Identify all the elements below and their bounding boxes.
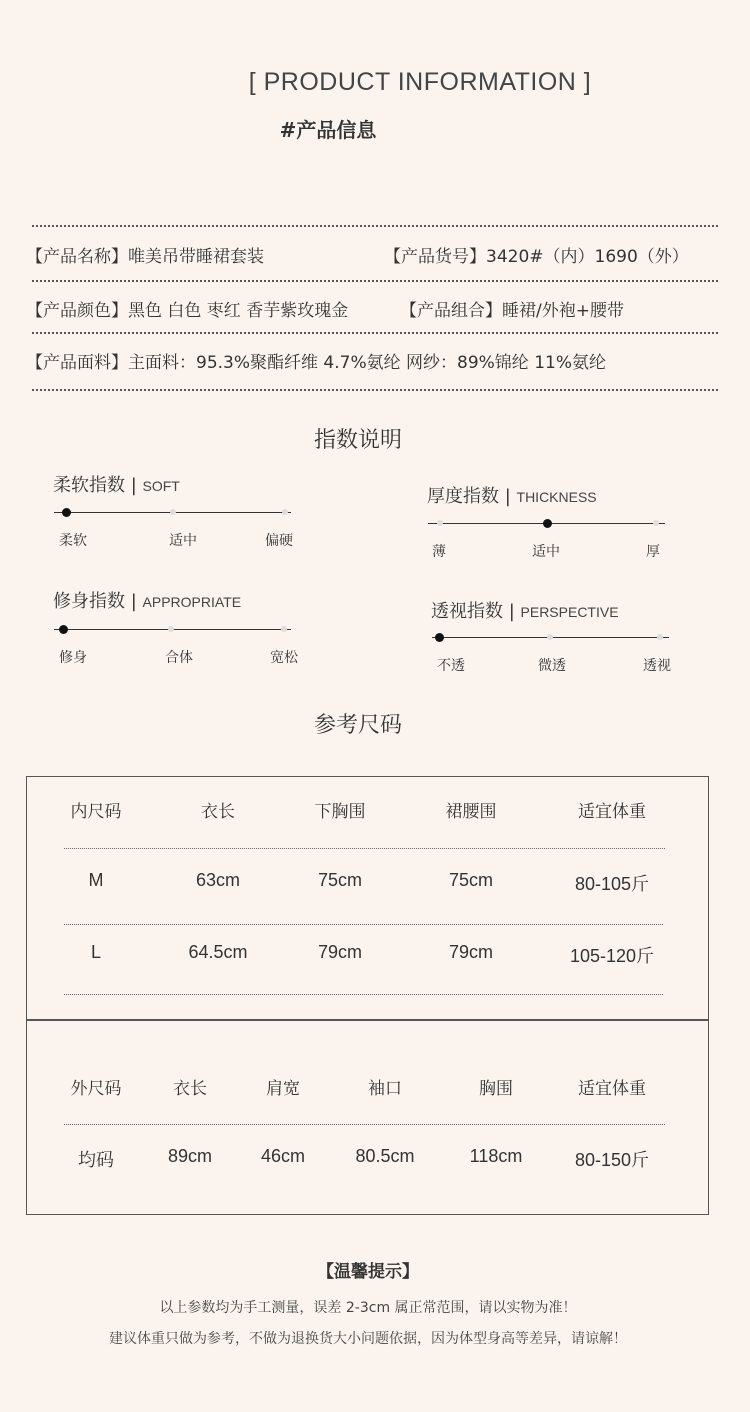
softness-index-cn: 柔软指数	[53, 475, 125, 496]
divider	[32, 225, 718, 227]
softness-index-en: SOFT	[142, 478, 180, 494]
product-color-value: 黑色 白色 枣红 香芋紫玫瑰金	[128, 301, 349, 321]
thickness-marker-1	[437, 520, 443, 526]
product-fabric	[26, 348, 606, 373]
product-fabric-value: 主面料：95.3%聚酯纤维 4.7%氨纶 网纱：89%锦纶 11%氨纶	[128, 353, 606, 373]
softness-index-title: 柔软指数 | SOFT	[53, 475, 180, 496]
table-cell: 80-105斤	[574, 874, 650, 894]
softness-level-2: 适中	[169, 533, 197, 549]
product-code-label: 【产品货号】	[384, 247, 486, 267]
thickness-level-2: 适中	[532, 544, 560, 560]
table-divider	[64, 848, 665, 849]
outer-size-table	[26, 1019, 709, 1215]
fit-level-3: 宽松	[270, 650, 298, 666]
table-cell: 均码	[78, 1150, 114, 1170]
transparency-marker-2	[547, 634, 553, 640]
outer-header-weight: 适宜体重	[578, 1079, 646, 1099]
table-cell: 79cm	[448, 942, 494, 962]
table-divider	[64, 924, 663, 925]
tips-line-2: 建议体重只做为参考，不做为退换货大小问题依据，因为体型身高等差异，请谅解！	[109, 1331, 627, 1347]
thickness-level-3: 厚	[646, 544, 660, 560]
transparency-marker-3	[657, 634, 663, 640]
thickness-marker-3	[653, 520, 659, 526]
product-name-value: 唯美吊带睡裙套装	[128, 247, 264, 267]
inner-header-size: 内尺码	[70, 802, 122, 822]
thickness-level-1: 薄	[432, 544, 446, 560]
tips-title: 【温馨提示】	[317, 1262, 419, 1282]
outer-header-size: 外尺码	[70, 1079, 122, 1099]
product-combo-label: 【产品组合】	[400, 301, 502, 321]
product-combo-value: 睡裙/外袍+腰带	[502, 301, 624, 321]
english-section-title: [ PRODUCT INFORMATION ]	[248, 68, 592, 96]
inner-header-weight: 适宜体重	[578, 802, 646, 822]
table-cell: 75cm	[448, 870, 494, 890]
table-cell: 79cm	[317, 942, 363, 962]
table-cell: M	[88, 870, 104, 890]
outer-header-cuff: 袖口	[368, 1079, 402, 1099]
table-cell: 75cm	[317, 870, 363, 890]
table-cell: 46cm	[260, 1146, 306, 1166]
product-code-value: 3420#（内）1690（外）	[486, 247, 689, 267]
fit-level-2: 合体	[165, 650, 193, 666]
outer-header-shoulder: 肩宽	[266, 1079, 300, 1099]
product-name-label: 【产品名称】	[26, 247, 128, 267]
thickness-marker-2	[543, 519, 552, 528]
divider	[32, 332, 718, 334]
table-cell: 64.5cm	[188, 942, 248, 962]
tips-line-1: 以上参数均为手工测量，误差 2-3cm 属正常范围，请以实物为准！	[159, 1300, 577, 1316]
softness-marker-2	[170, 509, 176, 515]
transparency-level-1: 不透	[437, 658, 465, 674]
product-color	[26, 296, 348, 321]
softness-level-3: 偏硬	[265, 533, 293, 549]
product-color-label: 【产品颜色】	[26, 301, 128, 321]
table-cell: 80-150斤	[574, 1150, 650, 1170]
softness-level-1: 柔软	[59, 533, 87, 549]
inner-header-underbust: 下胸围	[314, 802, 366, 822]
transparency-index-cn: 透视指数	[431, 601, 503, 622]
product-name	[26, 242, 264, 267]
thickness-index-title: 厚度指数 | THICKNESS	[427, 486, 597, 507]
size-section-title: 参考尺码	[313, 713, 402, 738]
table-cell: 80.5cm	[355, 1146, 415, 1166]
product-fabric-label: 【产品面料】	[26, 353, 128, 373]
softness-marker-1	[62, 508, 71, 517]
table-cell: L	[90, 942, 102, 962]
table-cell: 105-120斤	[569, 946, 655, 966]
table-divider	[64, 1124, 665, 1125]
transparency-index-title: 透视指数 | PERSPECTIVE	[431, 601, 619, 622]
product-code	[384, 242, 689, 267]
fit-marker-1	[59, 625, 68, 634]
fit-index-en: APPROPRIATE	[142, 594, 242, 610]
transparency-marker-1	[435, 633, 444, 642]
divider	[32, 389, 718, 391]
thickness-index-en: THICKNESS	[516, 489, 597, 505]
fit-level-1: 修身	[59, 650, 87, 666]
transparency-level-3: 透视	[643, 658, 671, 674]
index-section-title: 指数说明	[313, 428, 402, 453]
table-cell: 89cm	[167, 1146, 213, 1166]
chinese-section-title: #产品信息	[279, 118, 377, 142]
transparency-level-2: 微透	[538, 658, 566, 674]
outer-header-bust: 胸围	[479, 1079, 513, 1099]
transparency-index-en: PERSPECTIVE	[520, 604, 619, 620]
thickness-index-cn: 厚度指数	[427, 486, 499, 507]
fit-index-title: 修身指数 | APPROPRIATE	[53, 591, 242, 612]
fit-marker-2	[168, 626, 174, 632]
fit-index-cn: 修身指数	[53, 591, 125, 612]
inner-header-waist: 裙腰围	[445, 802, 497, 822]
softness-marker-3	[282, 509, 288, 515]
outer-header-length: 衣长	[173, 1079, 207, 1099]
inner-header-length: 衣长	[201, 802, 235, 822]
product-combo	[400, 296, 624, 321]
table-divider	[64, 994, 663, 995]
table-cell: 118cm	[469, 1146, 523, 1166]
fit-marker-3	[281, 626, 287, 632]
divider	[32, 280, 718, 282]
table-cell: 63cm	[195, 870, 241, 890]
